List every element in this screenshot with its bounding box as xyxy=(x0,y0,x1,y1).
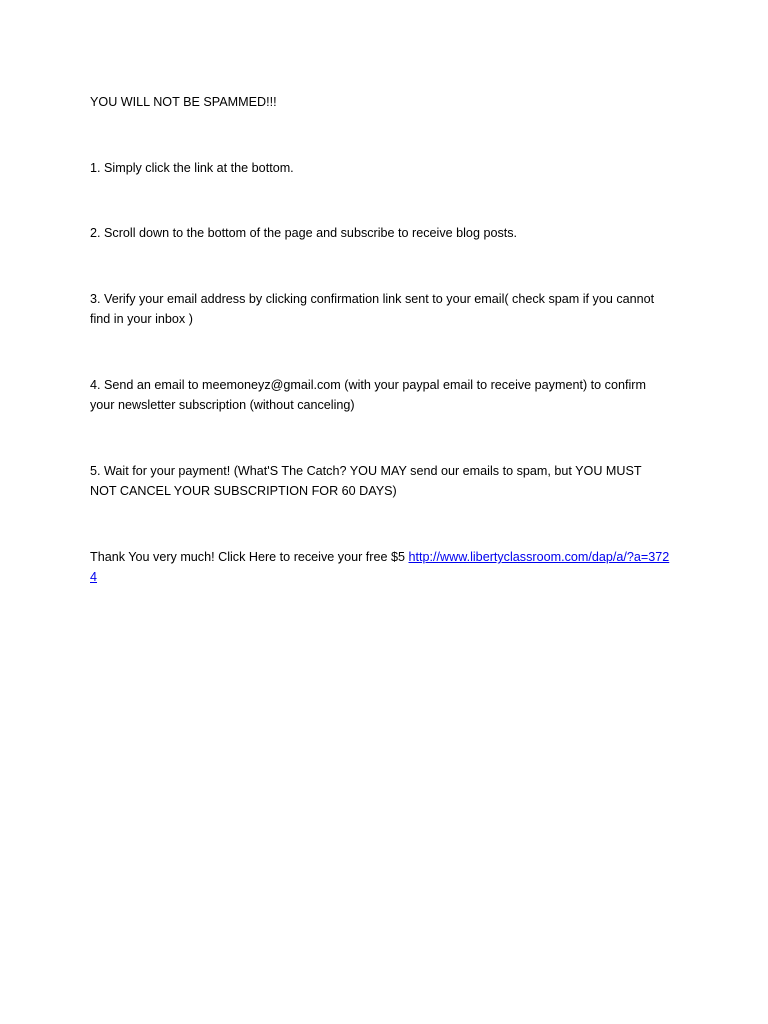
document-heading: YOU WILL NOT BE SPAMMED!!! xyxy=(90,95,277,109)
step-1-text: 1. Simply click the link at the bottom. xyxy=(90,161,294,175)
document-body xyxy=(90,92,670,587)
step-2-text: 2. Scroll down to the bottom of the page and subscribe to receive blog posts. xyxy=(90,226,518,240)
closing-text: Thank You very much! Click Here to receive your free $5 xyxy=(90,550,409,564)
free-offer-link[interactable]: http://www.libertyclassroom.com/dap/a/?a=3724 xyxy=(90,550,670,584)
step-3-text: 3. Verify your email address by clicking confirmation link sent to your email( check spam if you cannot find in your inbox ) xyxy=(90,292,655,326)
closing-paragraph xyxy=(90,547,670,587)
step-4-text: 4. Send an email to meemoneyz@gmail.com (with your paypal email to receive payment) to confirm your newsletter subscription (without canceling) xyxy=(90,378,646,412)
step-5-text: 5. Wait for your payment! (What'S The Catch? YOU MAY send our emails to spam, but YOU MUST NOT CANCEL YOUR SUBSCRIPTION FOR 60 DAYS) xyxy=(90,464,642,498)
